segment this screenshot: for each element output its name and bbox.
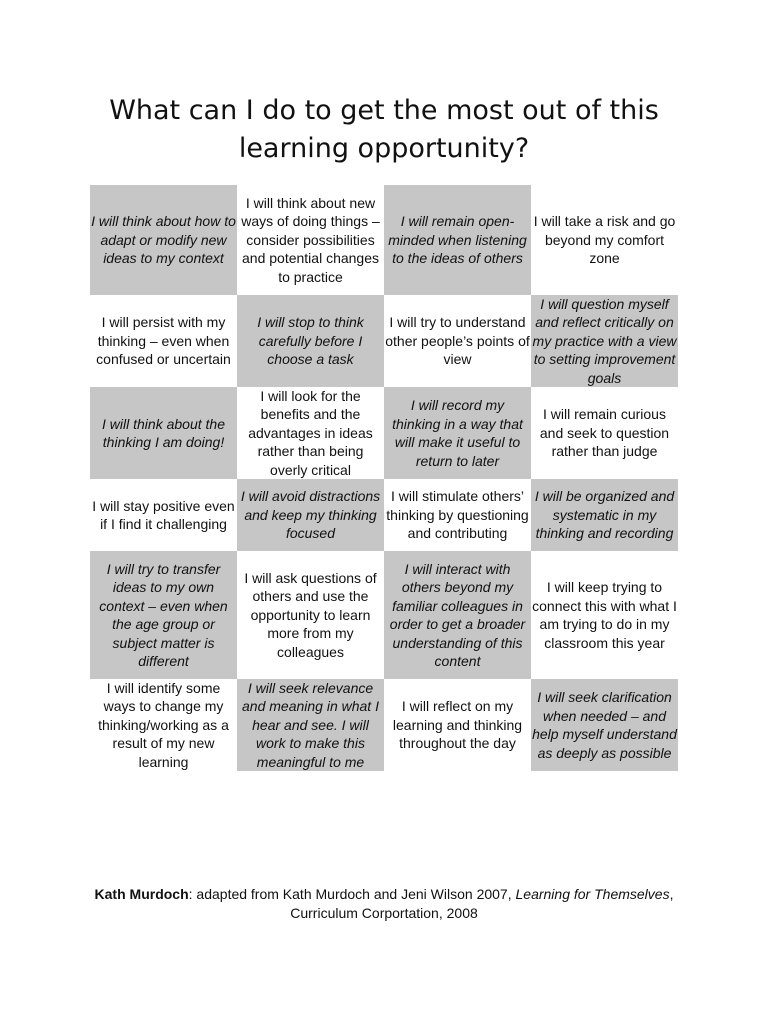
grid-cell — [237, 185, 384, 295]
grid-cell-text: I will be organized and systematic in my thinking and recording — [534, 488, 675, 542]
grid-cell — [90, 679, 237, 771]
grid-cell-text: I will interact with others beyond my familiar colleagues in order to get a broader understanding of this content — [389, 560, 526, 669]
citation-text-1: : adapted from Kath Murdoch and Jeni Wilson 2007, — [188, 886, 516, 902]
grid-cell — [531, 479, 678, 551]
grid-cell — [531, 185, 678, 295]
grid-cell — [531, 551, 678, 679]
grid-cell-text: I will stimulate others’ thinking by questioning and contributing — [386, 488, 529, 542]
grid-cell-text: I will identify some ways to change my thinking/working as a result of my new learning — [98, 679, 229, 770]
grid-cell — [384, 679, 531, 771]
grid-cell — [384, 551, 531, 679]
citation-author: Kath Murdoch — [94, 886, 189, 902]
grid-cell — [384, 387, 531, 479]
grid-cell-text: I will remain open-minded when listening to the ideas of others — [388, 213, 527, 267]
grid-cell — [531, 295, 678, 387]
grid-cell — [384, 185, 531, 295]
grid-cell-text: I will remain curious and seek to question rather than judge — [539, 406, 670, 460]
grid-cell-text: I will stay positive even if I find it challenging — [92, 497, 235, 532]
grid-cell — [237, 551, 384, 679]
learning-grid — [90, 185, 678, 771]
page-title: What can I do to get the most out of this learning opportunity? — [109, 95, 659, 164]
grid-cell-text: I will think about the thinking I am doing! — [102, 415, 225, 450]
grid-cell-text: I will take a risk and go beyond my comfort zone — [533, 213, 676, 267]
citation-text-2: , Curriculum Corportation, 2008 — [290, 886, 674, 921]
grid-cell-text: I will reflect on my learning and thinking throughout the day — [392, 698, 523, 752]
grid-cell-text: I will avoid distractions and keep my thinking focused — [240, 488, 381, 542]
grid-cell-text: I will seek relevance and meaning in what I hear and see. I will work to make this meaningful to me — [242, 679, 379, 770]
grid-cell-text: I will try to transfer ideas to my own context – even when the age group or subject matter is different — [99, 560, 228, 669]
grid-cell — [90, 185, 237, 295]
grid-cell-text: I will question myself and reflect critically on my practice with a view to setting improvement goals — [532, 295, 677, 386]
grid-cell-text: I will try to understand other people’s points of view — [385, 314, 530, 368]
grid-cell-text: I will ask questions of others and use the opportunity to learn more from my colleagues — [244, 569, 377, 660]
grid-cell — [237, 679, 384, 771]
grid-cell-text: I will persist with my thinking – even when confused or uncertain — [96, 314, 231, 368]
grid-cell-text: I will seek clarification when needed – and help myself understand as deeply as possible — [532, 689, 677, 761]
grid-cell — [384, 479, 531, 551]
grid-cell-text: I will record my thinking in a way that will make it useful to return to later — [392, 397, 523, 469]
grid-cell — [237, 295, 384, 387]
grid-cell — [237, 387, 384, 479]
grid-cell-text: I will stop to think carefully before I choose a task — [257, 314, 364, 368]
grid-cell — [90, 479, 237, 551]
citation — [60, 885, 708, 923]
grid-cell — [90, 295, 237, 387]
grid-cell — [90, 387, 237, 479]
grid-cell-text: I will keep trying to connect this with what I am trying to do in my classroom this year — [532, 579, 677, 651]
grid-cell — [237, 479, 384, 551]
grid-cell-text: I will think about how to adapt or modify new ideas to my context — [91, 213, 236, 267]
grid-cell — [531, 679, 678, 771]
grid-cell-text: I will think about new ways of doing things – consider possibilities and potential changes to practice — [241, 194, 380, 285]
citation-book-title: Learning for Themselves — [515, 886, 670, 902]
grid-cell — [90, 551, 237, 679]
grid-cell — [531, 387, 678, 479]
grid-cell — [384, 295, 531, 387]
grid-cell-text: I will look for the benefits and the advantages in ideas rather than being overly critical — [248, 387, 373, 478]
